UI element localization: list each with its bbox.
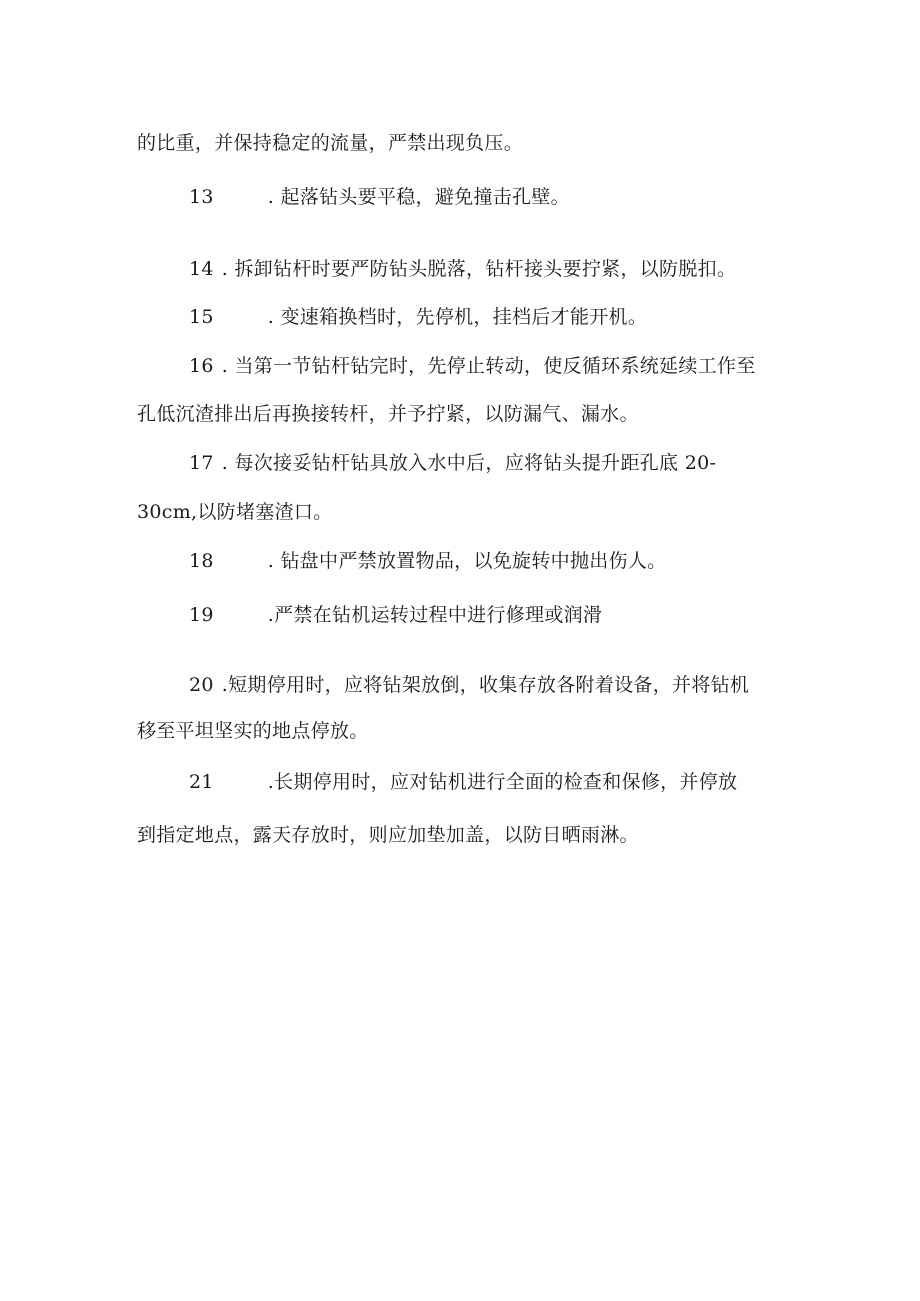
item-number: 15 [189,306,214,328]
item-text: . 钻盘中严禁放置物品，以免旋转中抛出伤人。 [267,550,667,572]
item-text: .短期停用时，应将钻架放倒，收集存放各附着设备，并将钻机 [221,674,750,696]
item-number: 13 [189,186,214,208]
item-text: . 当第一节钻杆钻完时，先停止转动，使反循环系统延续工作至 [221,355,756,377]
item-text: . 变速箱换档时，先停机，挂档后才能开机。 [267,306,648,328]
text-line [137,131,523,155]
item-number: 16 [189,355,214,377]
list-item-16 [189,354,756,378]
list-item-17 [189,451,716,475]
list-item-15 [189,305,647,329]
item-number: 17 [189,452,214,474]
item-number: 20 [189,674,214,696]
text-line [137,719,369,743]
line-text: 30cm,以防堵塞渣口。 [137,501,333,523]
list-item-18 [189,549,666,573]
item-text: . 每次接妥钻杆钻具放入水中后，应将钻头提升距孔底 20- [221,452,717,474]
item-text: . 起落钻头要平稳，避免撞击孔壁。 [267,186,570,208]
item-text: . 拆卸钻杆时要严防钻头脱落，钻杆接头要拧紧，以防脱扣。 [221,258,737,280]
line-text: 移至平坦坚实的地点停放。 [137,720,369,742]
list-item-20 [189,673,749,697]
list-item-19 [189,603,602,627]
list-item-13 [189,185,570,209]
item-number: 14 [189,258,214,280]
item-text: .长期停用时，应对钻机进行全面的检查和保修，并停放 [267,771,738,793]
line-text: 到指定地点，露天存放时，则应加垫加盖，以防日晒雨淋。 [137,824,639,846]
item-number: 18 [189,550,214,572]
line-text: 孔低沉渣排出后再换接转杆，并予拧紧，以防漏气、漏水。 [137,403,639,425]
list-item-21 [189,770,737,794]
text-line [137,402,639,426]
line-text: 的比重，并保持稳定的流量，严禁出现负压。 [137,132,524,154]
text-line [137,823,639,847]
item-number: 19 [189,604,214,626]
list-item-14 [189,257,736,281]
item-text: .严禁在钻机运转过程中进行修理或润滑 [267,604,603,626]
item-number: 21 [189,771,214,793]
text-line [137,500,332,524]
